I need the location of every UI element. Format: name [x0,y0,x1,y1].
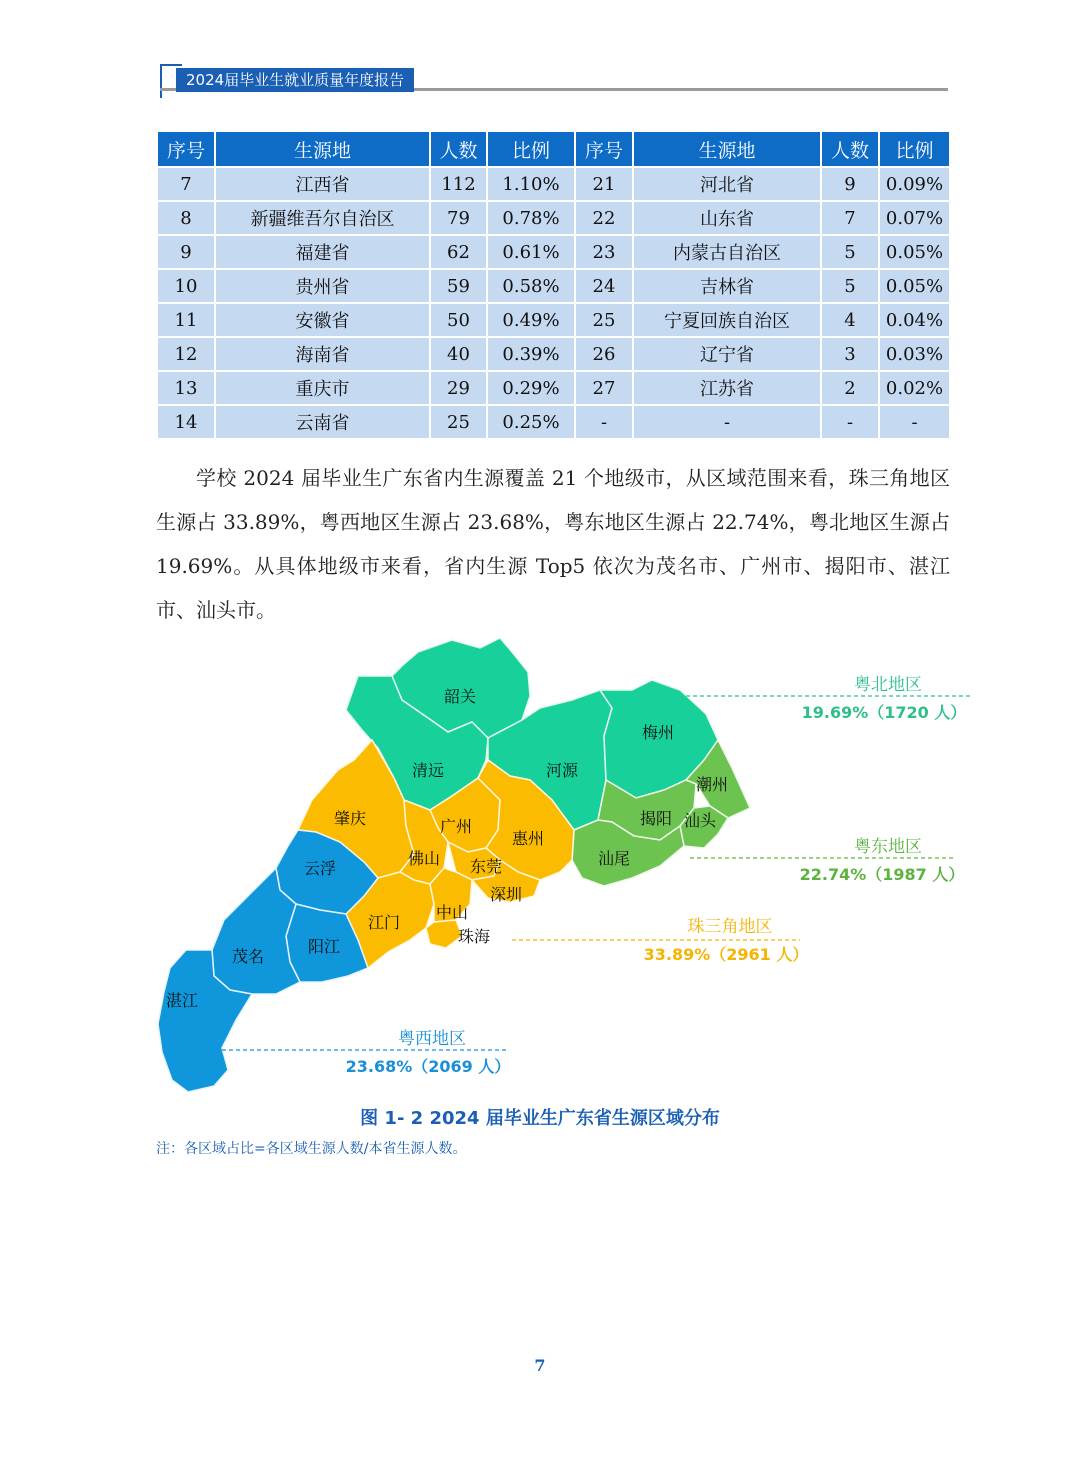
table-cell: 62 [430,235,487,269]
table-cell: 海南省 [215,337,430,371]
table-cell: 7 [821,201,879,235]
city-label-shaoguan: 韶关 [444,687,477,706]
table-cell: 22 [575,201,633,235]
table-cell: 8 [157,201,215,235]
table-cell: - [821,405,879,439]
col-header-origin-2: 生源地 [633,131,821,167]
table-cell: 河北省 [633,167,821,201]
table-cell: - [575,405,633,439]
table-cell: 重庆市 [215,371,430,405]
city-label-foshan: 佛山 [408,849,441,868]
table-cell: 3 [821,337,879,371]
table-cell: 40 [430,337,487,371]
city-label-zhanjiang: 湛江 [166,991,199,1010]
city-label-zhaoqing: 肇庆 [334,809,367,828]
table-cell: 辽宁省 [633,337,821,371]
figure-note: 注：各区域占比=各区域生源人数/本省生源人数。 [156,1141,467,1157]
table-cell: 24 [575,269,633,303]
table-cell: - [879,405,950,439]
col-header-index: 序号 [157,131,215,167]
table-cell: 79 [430,201,487,235]
col-header-count-2: 人数 [821,131,879,167]
table-cell: 23 [575,235,633,269]
city-label-maoming: 茂名 [232,947,265,966]
table-cell: 27 [575,371,633,405]
region-value-east: 22.74%（1987 人） [799,865,965,884]
table-cell: 内蒙古自治区 [633,235,821,269]
city-label-yangjiang: 阳江 [308,937,341,956]
table-cell: 山东省 [633,201,821,235]
region-label-north: 粤北地区 [854,675,922,695]
city-label-shantou: 汕头 [684,811,717,830]
region-label-east: 粤东地区 [854,837,922,857]
table-cell: 0.04% [879,303,950,337]
table-cell: 29 [430,371,487,405]
table-cell: - [633,405,821,439]
table-cell: 25 [430,405,487,439]
table-cell: 0.29% [487,371,575,405]
region-value-prd: 33.89%（2961 人） [643,945,809,964]
city-label-yunfu: 云浮 [304,859,337,878]
table-cell: 2 [821,371,879,405]
table-cell: 12 [157,337,215,371]
table-cell: 0.07% [879,201,950,235]
table-cell: 21 [575,167,633,201]
col-header-index-2: 序号 [575,131,633,167]
table-cell: 1.10% [487,167,575,201]
city-label-zhuhai: 珠海 [458,927,491,946]
table-cell: 福建省 [215,235,430,269]
table-cell: 0.61% [487,235,575,269]
page-number: 7 [534,1356,546,1375]
city-label-shenzhen: 深圳 [490,885,523,904]
city-label-chaozhou: 潮州 [696,775,729,794]
region-value-north: 19.69%（1720 人） [801,703,967,722]
col-header-origin: 生源地 [215,131,430,167]
table-cell: 59 [430,269,487,303]
region-label-west: 粤西地区 [398,1029,466,1049]
table-cell: 0.39% [487,337,575,371]
table-cell: 0.78% [487,201,575,235]
table-cell: 江苏省 [633,371,821,405]
col-header-ratio-2: 比例 [879,131,950,167]
table-cell: 11 [157,303,215,337]
table-cell: 26 [575,337,633,371]
table-cell: 新疆维吾尔自治区 [215,201,430,235]
table-cell: 宁夏回族自治区 [633,303,821,337]
table-cell: 5 [821,269,879,303]
table-cell: 0.02% [879,371,950,405]
table-cell: 14 [157,405,215,439]
region-label-prd: 珠三角地区 [687,917,773,937]
col-header-count: 人数 [430,131,487,167]
city-label-shanwei: 汕尾 [598,849,631,868]
table-cell: 9 [821,167,879,201]
region-west [158,830,378,1092]
table-cell: 5 [821,235,879,269]
table-cell: 7 [157,167,215,201]
table-cell: 25 [575,303,633,337]
city-label-qingyuan: 清远 [412,761,445,780]
city-label-dongguan: 东莞 [470,857,503,876]
table-cell: 0.58% [487,269,575,303]
table-cell: 0.09% [879,167,950,201]
city-label-heyuan: 河源 [546,761,579,780]
city-label-meizhou: 梅州 [642,723,675,742]
table-cell: 贵州省 [215,269,430,303]
table-cell: 0.25% [487,405,575,439]
table-cell: 云南省 [215,405,430,439]
table-cell: 10 [157,269,215,303]
city-label-jiangmen: 江门 [368,913,401,932]
table-cell: 0.05% [879,235,950,269]
table-cell: 50 [430,303,487,337]
body-paragraph: 学校 2024 届毕业生广东省内生源覆盖 21 个地级市，从区域范围来看，珠三角地区生源占 33.89%，粤西地区生源占 23.68%，粤东地区生源占 22.74%，粤北地区生源占 19.69%。从具体地级市来看，省内生源 Top5 依次为茂名市、广州市、揭阳市、湛江市、汕头市。 [156,466,950,622]
table-cell: 112 [430,167,487,201]
table-cell: 9 [157,235,215,269]
city-shape-zhuhai [426,920,462,948]
table-cell: 吉林省 [633,269,821,303]
city-label-jieyang: 揭阳 [640,809,673,828]
city-label-guangzhou: 广州 [440,817,473,836]
figure-caption: 图 1- 2 2024 届毕业生广东省生源区域分布 [360,1108,720,1129]
table-cell: 4 [821,303,879,337]
report-header-title: 2024届毕业生就业质量年度报告 [176,68,414,92]
table-cell: 13 [157,371,215,405]
city-label-huizhou: 惠州 [512,829,545,848]
table-cell: 0.49% [487,303,575,337]
table-cell: 0.03% [879,337,950,371]
city-label-zhongshan: 中山 [436,903,469,922]
col-header-ratio: 比例 [487,131,575,167]
region-value-west: 23.68%（2069 人） [345,1057,511,1076]
table-cell: 江西省 [215,167,430,201]
table-cell: 安徽省 [215,303,430,337]
table-cell: 0.05% [879,269,950,303]
